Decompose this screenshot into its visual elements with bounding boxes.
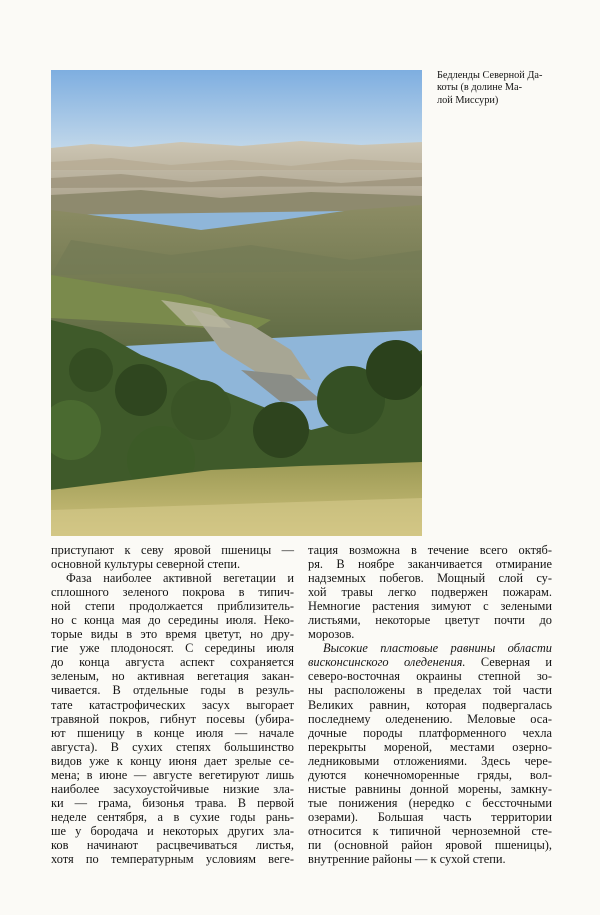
text-line: дуются конечноморенные гряды, вол- — [308, 767, 552, 782]
caption-line: Бедленды Северной Да- — [437, 70, 543, 81]
text-line: приступают к севу яровой пшеницы — — [51, 543, 294, 557]
text-line: сплошного зеленого покрова в типич- — [51, 585, 294, 600]
text-line: травяной покров, гибнут посевы (убира- — [51, 711, 294, 726]
text-line: торые виды в это время цветут, но дру- — [51, 627, 294, 642]
text-line: наиболее засухоустойчивые низкие зла- — [51, 781, 294, 796]
text-line: тация возможна в течение всего октяб- — [308, 543, 552, 557]
text-line: Великих равнин, которая подвергалась — [308, 697, 552, 712]
text-line: ря. В ноябре заканчивается отмирание — [308, 557, 552, 572]
caption-line: коты (в долине Ма- — [437, 82, 523, 94]
text-line: ков начинают расцвечиваться листья, — [51, 837, 294, 852]
text-line: Фаза наиболее активной вегетации и — [66, 571, 294, 586]
text-line: ной степи продолжается приблизитель- — [51, 599, 294, 614]
sky — [51, 70, 422, 150]
text-line: ки — грама, бизонья трава. В первой — [51, 795, 294, 810]
text-line: неделе сентября, а в сухие годы рань- — [51, 809, 294, 824]
text-line: Немногие растения зимуют с зелеными — [308, 599, 552, 614]
text-part: Северная и — [465, 655, 553, 670]
text-line: зеленым, но активная вегетация закан- — [51, 669, 294, 684]
text-line: последнему оледенению. Меловые оса- — [308, 711, 552, 726]
badlands-landscape-image — [51, 70, 422, 536]
text-line: гие уже плодоносят. С середины июля — [51, 641, 294, 656]
text-line: ны расположены в пределах той части — [308, 683, 552, 698]
text-line: дочные породы платформенного чехла — [308, 725, 552, 740]
text-line: до конца августа аспект сохраняется — [51, 655, 294, 670]
left-text-column — [51, 543, 294, 866]
text-line: морозов. — [308, 627, 355, 642]
text-line: Высокие пластовые равнины области — [323, 641, 552, 656]
text-line: относится к типичной черноземной сте- — [308, 823, 552, 838]
text-line: ют пшеницу в конце июля — начале — [51, 725, 294, 740]
text-line: тате катастрофических засух выгорает — [51, 697, 294, 712]
text-line: основной культуры северной степи. — [51, 557, 241, 572]
right-text-column — [308, 543, 552, 866]
text-line: северо-восточная окраины степной зо- — [308, 669, 552, 684]
text-line: хой травы легко подвержен пожарам. — [308, 585, 552, 600]
text-line: ледниковыми отложениями. Здесь чере- — [308, 753, 552, 768]
photo-caption — [437, 70, 557, 107]
text-line: хотя по температурным условиям веге- — [51, 852, 294, 867]
text-line: внутренние районы — к сухой степи. — [308, 852, 506, 867]
text-line: мена; в июне — августе вегетируют лишь — [51, 767, 294, 782]
text-line: озерами). Большая часть территории — [308, 809, 552, 824]
text-line: листьями, некоторые цветут почти до — [308, 613, 552, 628]
text-line: нистые равнины донной морены, замкну- — [308, 781, 552, 796]
caption-line: лой Миссури) — [437, 94, 499, 106]
badlands-photo — [51, 70, 422, 536]
text-line: ше у бородача и некоторых других зла- — [51, 823, 294, 838]
text-line: перекрыты мореной, местами озерно- — [308, 739, 552, 754]
text-line: тые понижения (нередко с бессточными — [308, 795, 552, 810]
text-line — [308, 655, 552, 669]
text-line: надземных побегов. Мощный слой су- — [308, 571, 552, 586]
italic-heading-part: висконсинского оледенения. — [308, 655, 466, 670]
text-line: августа). В сухих степях большинство — [51, 739, 294, 754]
text-line: чивается. В отдельные годы в резуль- — [51, 683, 294, 698]
text-line: видов уже к концу июня дает зрелые се- — [51, 753, 294, 768]
text-line: пи (основной район яровой пшеницы), — [308, 837, 552, 852]
text-line: но с конца мая до середины июля. Неко- — [51, 613, 294, 628]
